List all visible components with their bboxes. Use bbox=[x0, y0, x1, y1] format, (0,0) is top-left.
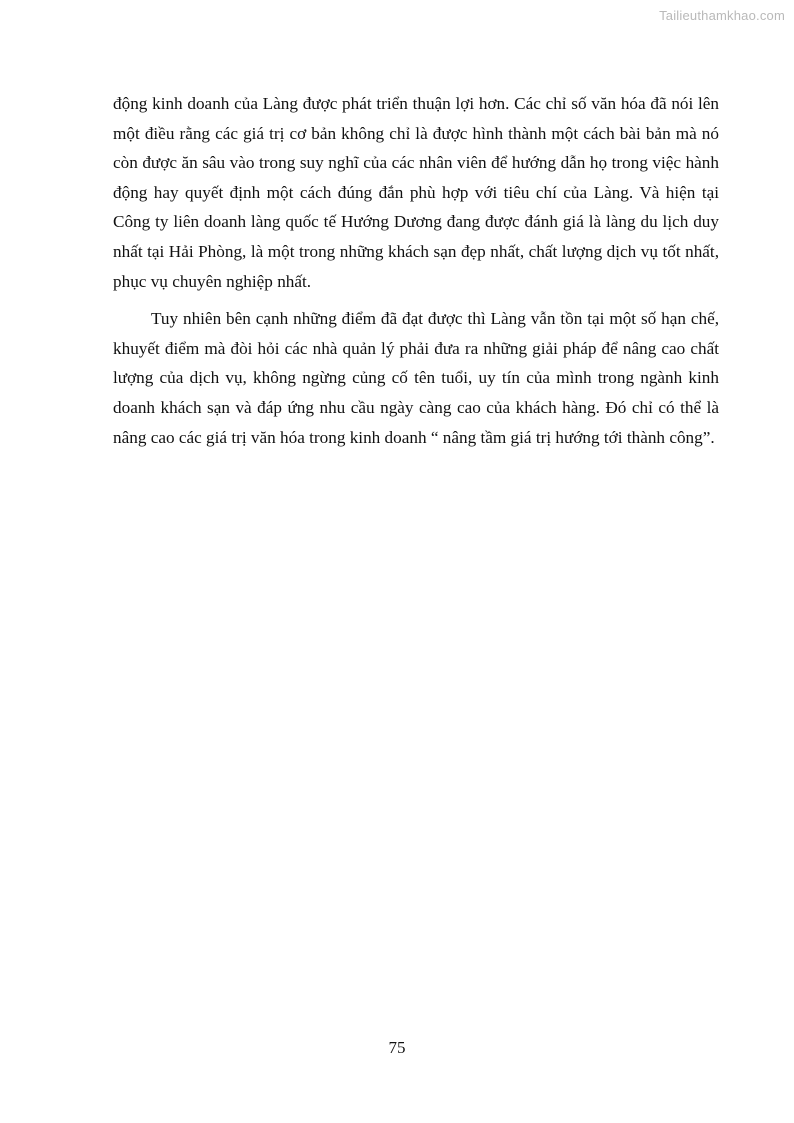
paragraph-conclusion: Tuy nhiên bên cạnh những điểm đã đạt được thì Làng vẫn tồn tại một số hạn chế, khuyết điểm mà đòi hỏi các nhà quản lý phải đưa ra những giải pháp để nâng cao chất lượng của dịch vụ, không ngừng củng cố tên tuổi, uy tín của mình trong ngành kinh doanh khách sạn và đáp ứng nhu cầu ngày càng cao của khách hàng. Đó chỉ có thể là nâng cao các giá trị văn hóa trong kinh doanh “ nâng tầm giá trị hướng tới thành công”. bbox=[113, 309, 719, 447]
document-body bbox=[113, 89, 719, 452]
page-number: 75 bbox=[388, 1038, 406, 1057]
watermark: Tailieuthamkhao.com bbox=[659, 8, 785, 23]
paragraph-continued: động kinh doanh của Làng được phát triển thuận lợi hơn. Các chỉ số văn hóa đã nói lên một điều rằng các giá trị cơ bản không chỉ là được hình thành một cách bài bản mà nó còn được ăn sâu vào trong suy nghĩ của các nhân viên để hướng dẫn họ trong việc hành động hay quyết định một cách đúng đắn phù hợp với tiêu chí của Làng. Và hiện tại Công ty liên doanh làng quốc tế Hướng Dương đang được đánh giá là làng du lịch duy nhất tại Hải Phòng, là một trong những khách sạn đẹp nhất, chất lượng dịch vụ tốt nhất, phục vụ chuyên nghiệp nhất. bbox=[113, 94, 719, 291]
